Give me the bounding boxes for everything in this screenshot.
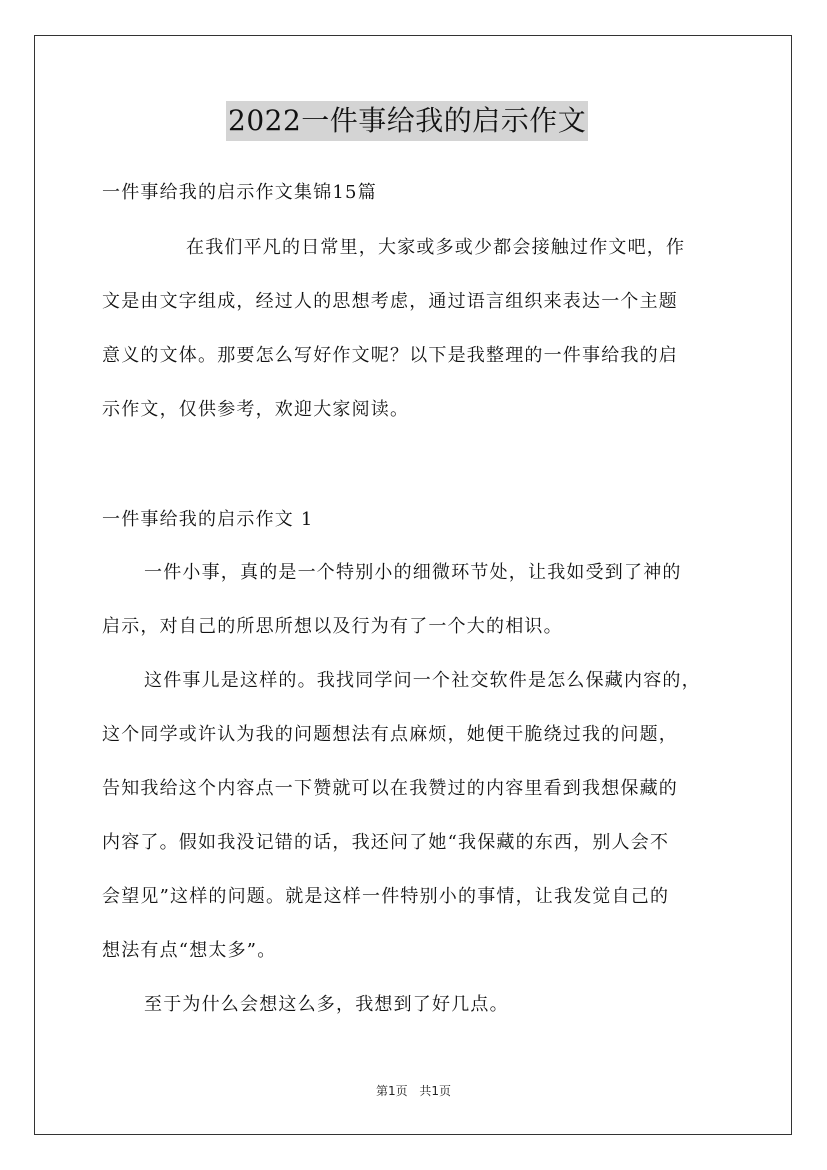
body-line: 一件小事，真的是一个特别小的细微环节处，让我如受到了神的 <box>144 562 682 583</box>
intro-line: 示作文，仅供参考，欢迎大家阅读。 <box>102 399 410 420</box>
body-line: 内容了。假如我没记错的话，我还问了她“我保藏的东西，别人会不 <box>102 832 670 853</box>
intro-line: 文是由文字组成，经过人的思想考虑，通过语言组织来表达一个主题 <box>102 291 678 312</box>
page-number: 第1页 <box>375 1084 408 1098</box>
body-line: 这件事儿是这样的。我找同学问一个社交软件是怎么保藏内容的， <box>144 670 701 691</box>
intro-line: 意义的文体。那要怎么写好作文呢？以下是我整理的一件事给我的启 <box>102 345 678 366</box>
body-line: 会望见”这样的问题。就是这样一件特别小的事情，让我发觉自己的 <box>102 886 670 907</box>
body-line: 这个同学或许认为我的问题想法有点麻烦，她便干脆绕过我的问题， <box>102 724 678 745</box>
page-total: 共1页 <box>419 1084 452 1098</box>
intro-line: 在我们平凡的日常里，大家或多或少都会接触过作文吧，作 <box>186 237 686 258</box>
body-line: 想法有点“想太多”。 <box>102 940 277 961</box>
page-footer <box>0 1083 827 1099</box>
body-line: 至于为什么会想这么多，我想到了好几点。 <box>144 994 509 1015</box>
document-title: 2022一件事给我的启示作文 <box>226 101 588 141</box>
body-line: 告知我给这个内容点一下赞就可以在我赞过的内容里看到我想保藏的 <box>102 778 678 799</box>
body-line: 启示，对自己的所思所想以及行为有了一个大的相识。 <box>102 616 563 637</box>
document-subtitle: 一件事给我的启示作文集锦15篇 <box>102 182 377 203</box>
section-heading: 一件事给我的启示作文 1 <box>102 509 314 530</box>
